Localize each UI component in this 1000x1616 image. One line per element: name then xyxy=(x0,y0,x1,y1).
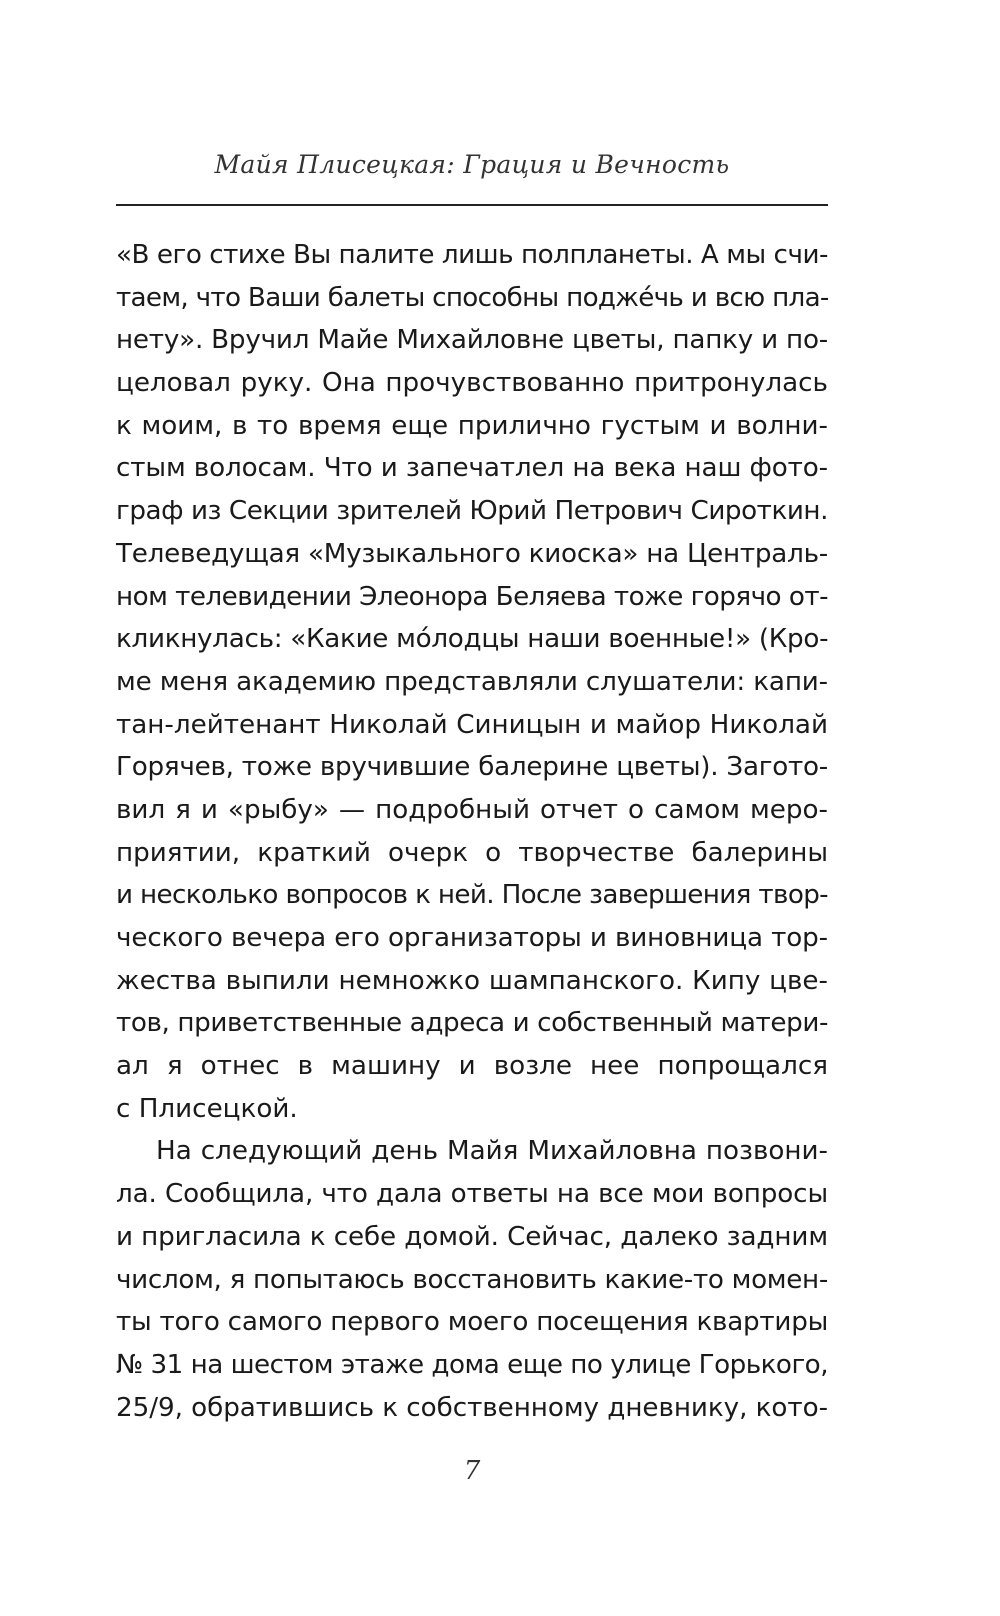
text-line: стым волосам. Что и запечатлел на века наш фото- xyxy=(116,453,828,484)
text-line: и несколько вопросов к ней. После завершения твор- xyxy=(116,880,828,911)
header-rule xyxy=(116,204,828,206)
text-line: 25/9, обратившись к собственному дневнику, кото- xyxy=(116,1392,828,1423)
text-line: вил я и «рыбу» — подробный отчет о самом меро- xyxy=(116,794,828,825)
text-line: нету». Вручил Майе Михайловне цветы, папку и по- xyxy=(116,325,829,356)
text-line: кликнулась: «Какие мо́лодцы наши военные!» (Кро- xyxy=(116,624,829,655)
text-line: ла. Сообщила, что дала ответы на все мои вопросы xyxy=(116,1179,829,1210)
text-line: ме меня академию представляли слушатели: капи- xyxy=(116,666,828,697)
text-line: граф из Секции зрителей Юрий Петрович Сироткин. xyxy=(116,496,829,527)
text-line: таем, что Ваши балеты способны подже́чь и всю пла- xyxy=(116,282,829,313)
paragraph-1 xyxy=(116,234,828,1130)
text-body xyxy=(116,234,828,1429)
text-line: № 31 на шестом этаже дома еще по улице Горького, xyxy=(116,1349,829,1380)
text-line: целовал руку. Она прочувствованно притронулась xyxy=(116,368,828,399)
text-line: ном телевидении Элеонора Беляева тоже горячо от- xyxy=(116,581,828,612)
text-line: Горячев, тоже вручившие балерине цветы). Загото- xyxy=(116,752,828,783)
text-line: числом, я попытаюсь восстановить какие-то момен- xyxy=(116,1264,828,1295)
text-line: ческого вечера его организаторы и виновница тор- xyxy=(116,923,828,953)
page-number: 7 xyxy=(463,1456,481,1486)
text-line: «В его стихе Вы палите лишь полпланеты. А мы счи- xyxy=(116,240,829,270)
text-line: На следующий день Майя Михайловна позвони- xyxy=(156,1136,828,1167)
paragraph-2 xyxy=(116,1130,828,1429)
text-line: тан-лейтенант Николай Синицын и майор Николай xyxy=(116,709,828,740)
text-line: жества выпили немножко шампанского. Кипу цве- xyxy=(116,965,828,996)
text-line: ты того самого первого моего посещения квартиры xyxy=(116,1307,829,1338)
running-title: Майя Плисецкая: Грация и Вечность xyxy=(214,150,730,179)
text-line: тов, приветственные адреса и собственный матери- xyxy=(116,1008,829,1039)
text-line: и пригласила к себе домой. Сейчас, далеко задним xyxy=(116,1221,828,1252)
text-line: приятии, краткий очерк о творчестве балерины xyxy=(116,837,828,868)
text-line: Телеведущая «Музыкального киоска» на Централь- xyxy=(116,538,828,569)
text-line: к моим, в то время еще прилично густым и волни- xyxy=(116,410,828,441)
text-line: ал я отнес в машину и возле нее попрощался xyxy=(116,1051,828,1082)
text-line: с Плисецкой. xyxy=(116,1093,298,1124)
